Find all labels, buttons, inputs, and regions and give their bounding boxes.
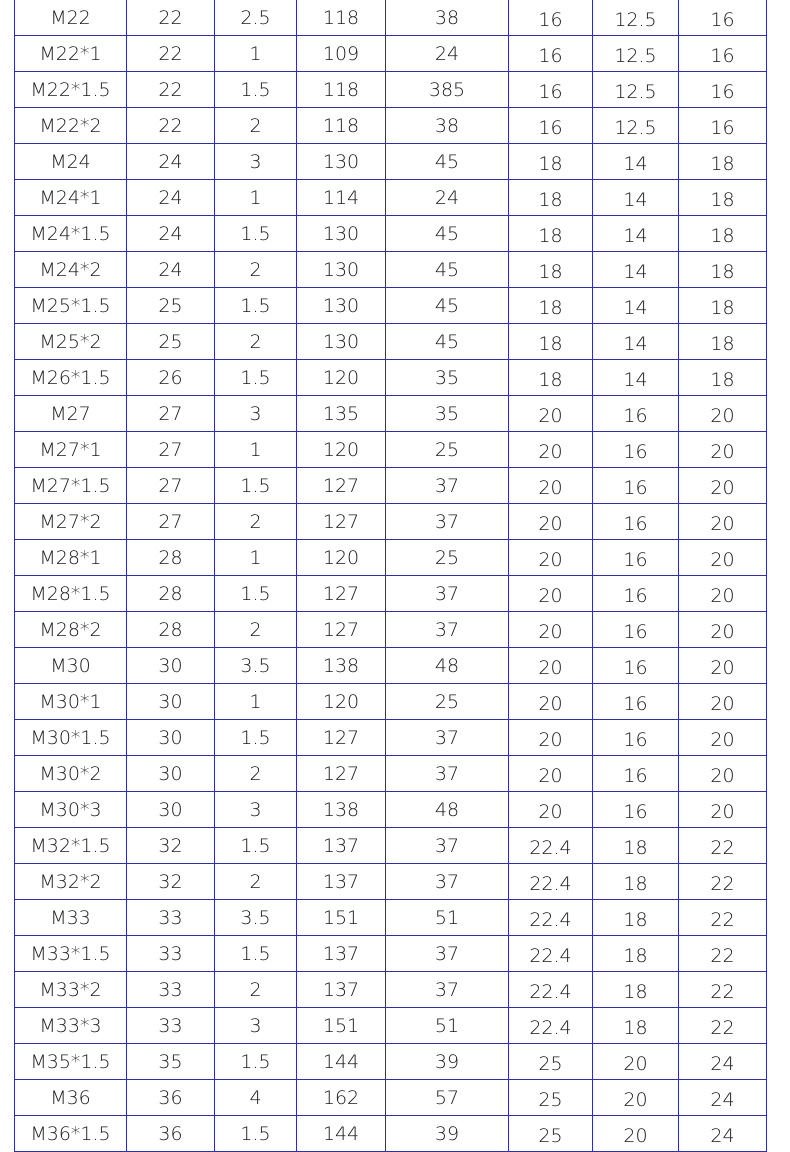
table-cell: 18 [509, 180, 593, 216]
table-cell: 2 [215, 612, 297, 648]
table-cell: 30 [127, 648, 215, 684]
table-cell: 28 [127, 540, 215, 576]
table-cell: 20 [509, 720, 593, 756]
table-cell: 20 [509, 504, 593, 540]
table-cell: 33 [127, 1008, 215, 1044]
table-cell: M24 [15, 144, 127, 180]
table-cell: M30*1.5 [15, 720, 127, 756]
table-cell: 18 [593, 936, 679, 972]
table-cell: 16 [509, 0, 593, 36]
table-cell: 4 [215, 1080, 297, 1116]
table-cell: 22.4 [509, 1008, 593, 1044]
table-cell: 144 [297, 1116, 386, 1152]
table-cell: 114 [297, 180, 386, 216]
table-cell: M24*1 [15, 180, 127, 216]
table-row [15, 684, 767, 720]
table-cell: 109 [297, 36, 386, 72]
table-cell: 20 [509, 540, 593, 576]
table-cell: 35 [386, 396, 509, 432]
table-cell: 22.4 [509, 936, 593, 972]
table-cell: 16 [509, 72, 593, 108]
table-cell: 3 [215, 144, 297, 180]
table-cell: 22 [679, 900, 767, 936]
table-cell: 20 [593, 1116, 679, 1152]
table-row [15, 288, 767, 324]
table-row [15, 756, 767, 792]
table-cell: 1.5 [215, 72, 297, 108]
table-cell: 18 [593, 900, 679, 936]
table-cell: 18 [679, 288, 767, 324]
table-cell: 27 [127, 504, 215, 540]
table-cell: M36*1.5 [15, 1116, 127, 1152]
table-cell: 25 [127, 324, 215, 360]
table-row [15, 252, 767, 288]
table-cell: 14 [593, 288, 679, 324]
table-cell: 37 [386, 864, 509, 900]
table-cell: 57 [386, 1080, 509, 1116]
table-cell: 16 [593, 396, 679, 432]
table-cell: 16 [593, 792, 679, 828]
table-row [15, 360, 767, 396]
table-cell: 18 [593, 828, 679, 864]
table-cell: 30 [127, 792, 215, 828]
table-cell: 48 [386, 792, 509, 828]
table-cell: 1.5 [215, 936, 297, 972]
table-cell: 18 [593, 1008, 679, 1044]
table-cell: 20 [679, 756, 767, 792]
table-cell: 22 [127, 36, 215, 72]
table-cell: 36 [127, 1080, 215, 1116]
table-row [15, 1116, 767, 1152]
table-row [15, 36, 767, 72]
table-cell: 18 [679, 252, 767, 288]
table-cell: 1.5 [215, 576, 297, 612]
table-cell: 1.5 [215, 1044, 297, 1080]
table-cell: M33 [15, 900, 127, 936]
table-cell: 120 [297, 360, 386, 396]
table-cell: 20 [679, 576, 767, 612]
table-cell: 16 [679, 108, 767, 144]
table-cell: 37 [386, 612, 509, 648]
table-cell: 25 [509, 1044, 593, 1080]
table-cell: 27 [127, 396, 215, 432]
table-cell: 137 [297, 864, 386, 900]
table-cell: 20 [679, 648, 767, 684]
table-cell: 24 [127, 216, 215, 252]
thread-spec-table-container [14, 0, 766, 1152]
table-cell: 20 [509, 432, 593, 468]
table-cell: 35 [386, 360, 509, 396]
table-cell: M24*2 [15, 252, 127, 288]
table-cell: 14 [593, 252, 679, 288]
table-cell: 18 [593, 864, 679, 900]
table-cell: 16 [593, 648, 679, 684]
table-cell: M22*1 [15, 36, 127, 72]
table-cell: 37 [386, 576, 509, 612]
table-cell: 20 [509, 612, 593, 648]
table-row [15, 468, 767, 504]
table-cell: 16 [593, 540, 679, 576]
table-cell: 3 [215, 396, 297, 432]
table-cell: 2.5 [215, 0, 297, 36]
table-cell: 20 [509, 468, 593, 504]
table-cell: M22*1.5 [15, 72, 127, 108]
table-cell: 24 [679, 1080, 767, 1116]
table-cell: 32 [127, 828, 215, 864]
table-cell: 130 [297, 144, 386, 180]
table-cell: 385 [386, 72, 509, 108]
table-cell: 22.4 [509, 900, 593, 936]
table-cell: 2 [215, 108, 297, 144]
table-cell: 37 [386, 468, 509, 504]
table-cell: 137 [297, 972, 386, 1008]
table-cell: 2 [215, 972, 297, 1008]
table-cell: 20 [679, 792, 767, 828]
table-cell: M35*1.5 [15, 1044, 127, 1080]
table-cell: 22 [679, 864, 767, 900]
table-cell: 16 [593, 504, 679, 540]
table-cell: M27*1 [15, 432, 127, 468]
table-cell: 48 [386, 648, 509, 684]
table-cell: 16 [593, 756, 679, 792]
table-cell: 24 [386, 180, 509, 216]
table-cell: 22 [679, 936, 767, 972]
table-cell: 27 [127, 432, 215, 468]
table-cell: 3 [215, 792, 297, 828]
table-cell: 33 [127, 972, 215, 1008]
table-row [15, 540, 767, 576]
table-cell: 30 [127, 684, 215, 720]
table-cell: 18 [509, 252, 593, 288]
table-cell: 16 [593, 720, 679, 756]
table-row [15, 792, 767, 828]
table-cell: 25 [386, 540, 509, 576]
table-row [15, 396, 767, 432]
table-cell: 18 [679, 216, 767, 252]
table-cell: 2 [215, 252, 297, 288]
table-cell: 1.5 [215, 360, 297, 396]
table-cell: 37 [386, 828, 509, 864]
table-cell: 38 [386, 0, 509, 36]
table-cell: 22 [679, 972, 767, 1008]
table-cell: 1.5 [215, 1116, 297, 1152]
table-cell: M27*1.5 [15, 468, 127, 504]
table-cell: 25 [386, 684, 509, 720]
table-row [15, 828, 767, 864]
table-cell: 22 [679, 1008, 767, 1044]
table-cell: 1 [215, 36, 297, 72]
table-cell: 20 [509, 396, 593, 432]
table-cell: M26*1.5 [15, 360, 127, 396]
table-cell: M25*2 [15, 324, 127, 360]
table-cell: 18 [593, 972, 679, 1008]
table-row [15, 72, 767, 108]
table-cell: 120 [297, 540, 386, 576]
table-row [15, 1080, 767, 1116]
table-cell: 22.4 [509, 828, 593, 864]
table-cell: 127 [297, 720, 386, 756]
table-cell: 14 [593, 144, 679, 180]
table-cell: 45 [386, 216, 509, 252]
table-row [15, 0, 767, 36]
table-cell: M33*1.5 [15, 936, 127, 972]
table-row [15, 180, 767, 216]
table-cell: 1.5 [215, 720, 297, 756]
table-cell: 1 [215, 540, 297, 576]
table-cell: 16 [679, 72, 767, 108]
table-cell: 16 [593, 684, 679, 720]
table-cell: 20 [509, 684, 593, 720]
table-cell: 18 [679, 144, 767, 180]
table-cell: M28*2 [15, 612, 127, 648]
table-cell: 20 [509, 648, 593, 684]
table-cell: 137 [297, 936, 386, 972]
table-cell: 144 [297, 1044, 386, 1080]
table-cell: 151 [297, 900, 386, 936]
table-cell: 45 [386, 144, 509, 180]
table-cell: 22.4 [509, 864, 593, 900]
table-cell: 138 [297, 792, 386, 828]
table-cell: 24 [127, 252, 215, 288]
table-cell: 118 [297, 0, 386, 36]
table-cell: 24 [679, 1044, 767, 1080]
table-row [15, 108, 767, 144]
table-cell: 35 [127, 1044, 215, 1080]
table-cell: 118 [297, 72, 386, 108]
table-cell: 18 [509, 216, 593, 252]
table-cell: 2 [215, 756, 297, 792]
table-cell: 37 [386, 756, 509, 792]
table-cell: 135 [297, 396, 386, 432]
table-cell: 3 [215, 1008, 297, 1044]
table-body [15, 0, 767, 1152]
table-cell: 120 [297, 684, 386, 720]
table-cell: 16 [593, 612, 679, 648]
table-cell: 18 [509, 360, 593, 396]
table-cell: 28 [127, 612, 215, 648]
table-cell: 24 [127, 180, 215, 216]
table-cell: M30*2 [15, 756, 127, 792]
table-cell: 1.5 [215, 828, 297, 864]
table-row [15, 144, 767, 180]
table-row [15, 648, 767, 684]
table-cell: M30*1 [15, 684, 127, 720]
table-cell: 12.5 [593, 36, 679, 72]
table-cell: M27 [15, 396, 127, 432]
table-cell: M22 [15, 0, 127, 36]
table-cell: 24 [127, 144, 215, 180]
table-cell: 39 [386, 1044, 509, 1080]
table-cell: 32 [127, 864, 215, 900]
table-cell: 20 [509, 792, 593, 828]
table-cell: 18 [509, 324, 593, 360]
table-cell: 25 [509, 1080, 593, 1116]
table-cell: 18 [509, 144, 593, 180]
table-cell: 2 [215, 864, 297, 900]
table-cell: M28*1.5 [15, 576, 127, 612]
table-cell: 37 [386, 936, 509, 972]
table-cell: 20 [509, 576, 593, 612]
table-cell: 18 [679, 360, 767, 396]
table-row [15, 612, 767, 648]
table-cell: M27*2 [15, 504, 127, 540]
table-row [15, 324, 767, 360]
table-cell: 20 [593, 1044, 679, 1080]
table-cell: 37 [386, 504, 509, 540]
table-cell: 22 [127, 0, 215, 36]
table-row [15, 1044, 767, 1080]
table-cell: 18 [679, 180, 767, 216]
table-cell: 1.5 [215, 468, 297, 504]
table-cell: 137 [297, 828, 386, 864]
table-cell: 22 [127, 108, 215, 144]
table-cell: 20 [679, 684, 767, 720]
table-cell: M30*3 [15, 792, 127, 828]
table-cell: 22.4 [509, 972, 593, 1008]
table-cell: 25 [386, 432, 509, 468]
table-cell: 2 [215, 324, 297, 360]
table-cell: M33*3 [15, 1008, 127, 1044]
table-cell: 127 [297, 504, 386, 540]
table-cell: 1 [215, 684, 297, 720]
table-cell: 45 [386, 252, 509, 288]
table-cell: 20 [679, 612, 767, 648]
table-cell: 51 [386, 900, 509, 936]
table-cell: 20 [679, 396, 767, 432]
table-cell: 37 [386, 720, 509, 756]
table-cell: 130 [297, 324, 386, 360]
table-cell: 127 [297, 468, 386, 504]
table-cell: 18 [679, 324, 767, 360]
table-cell: 22 [679, 828, 767, 864]
table-cell: 3.5 [215, 648, 297, 684]
table-cell: 16 [509, 36, 593, 72]
table-cell: 33 [127, 900, 215, 936]
table-cell: 20 [679, 504, 767, 540]
table-cell: 18 [509, 288, 593, 324]
table-cell: 138 [297, 648, 386, 684]
table-row [15, 864, 767, 900]
table-cell: M33*2 [15, 972, 127, 1008]
table-cell: 1.5 [215, 216, 297, 252]
table-cell: 120 [297, 432, 386, 468]
table-cell: M28*1 [15, 540, 127, 576]
table-cell: M22*2 [15, 108, 127, 144]
table-cell: 16 [593, 468, 679, 504]
table-cell: 16 [593, 576, 679, 612]
table-cell: 3.5 [215, 900, 297, 936]
table-cell: 14 [593, 324, 679, 360]
table-row [15, 936, 767, 972]
table-cell: M32*2 [15, 864, 127, 900]
table-cell: 127 [297, 576, 386, 612]
table-cell: 51 [386, 1008, 509, 1044]
table-cell: 127 [297, 612, 386, 648]
table-cell: 130 [297, 216, 386, 252]
table-row [15, 720, 767, 756]
table-cell: 130 [297, 252, 386, 288]
table-cell: M36 [15, 1080, 127, 1116]
table-cell: 20 [679, 720, 767, 756]
table-cell: 1.5 [215, 288, 297, 324]
table-cell: 24 [386, 36, 509, 72]
table-cell: 45 [386, 288, 509, 324]
table-cell: 1 [215, 180, 297, 216]
table-cell: 130 [297, 288, 386, 324]
table-cell: 36 [127, 1116, 215, 1152]
table-cell: 16 [679, 36, 767, 72]
table-cell: 14 [593, 360, 679, 396]
table-cell: 20 [679, 468, 767, 504]
table-cell: 37 [386, 972, 509, 1008]
table-row [15, 1008, 767, 1044]
table-cell: 30 [127, 720, 215, 756]
table-row [15, 432, 767, 468]
table-row [15, 900, 767, 936]
table-cell: 2 [215, 504, 297, 540]
table-cell: 38 [386, 108, 509, 144]
table-cell: 20 [509, 756, 593, 792]
table-row [15, 576, 767, 612]
table-cell: 12.5 [593, 72, 679, 108]
table-row [15, 972, 767, 1008]
table-cell: 28 [127, 576, 215, 612]
table-cell: 20 [593, 1080, 679, 1116]
table-cell: 39 [386, 1116, 509, 1152]
table-cell: 127 [297, 756, 386, 792]
table-cell: 12.5 [593, 108, 679, 144]
table-cell: 22 [127, 72, 215, 108]
table-cell: 20 [679, 432, 767, 468]
table-cell: 118 [297, 108, 386, 144]
table-cell: 14 [593, 180, 679, 216]
table-cell: 12.5 [593, 0, 679, 36]
table-cell: 16 [593, 432, 679, 468]
thread-spec-table [14, 0, 767, 1152]
table-cell: 14 [593, 216, 679, 252]
table-cell: M30 [15, 648, 127, 684]
table-cell: 1 [215, 432, 297, 468]
table-cell: 20 [679, 540, 767, 576]
table-cell: 26 [127, 360, 215, 396]
table-cell: 151 [297, 1008, 386, 1044]
table-cell: M24*1.5 [15, 216, 127, 252]
table-cell: 16 [509, 108, 593, 144]
table-cell: 33 [127, 936, 215, 972]
table-row [15, 504, 767, 540]
table-cell: M32*1.5 [15, 828, 127, 864]
table-cell: M25*1.5 [15, 288, 127, 324]
table-cell: 27 [127, 468, 215, 504]
table-cell: 162 [297, 1080, 386, 1116]
table-cell: 30 [127, 756, 215, 792]
table-cell: 25 [127, 288, 215, 324]
table-row [15, 216, 767, 252]
table-cell: 25 [509, 1116, 593, 1152]
table-cell: 16 [679, 0, 767, 36]
table-cell: 24 [679, 1116, 767, 1152]
table-cell: 45 [386, 324, 509, 360]
